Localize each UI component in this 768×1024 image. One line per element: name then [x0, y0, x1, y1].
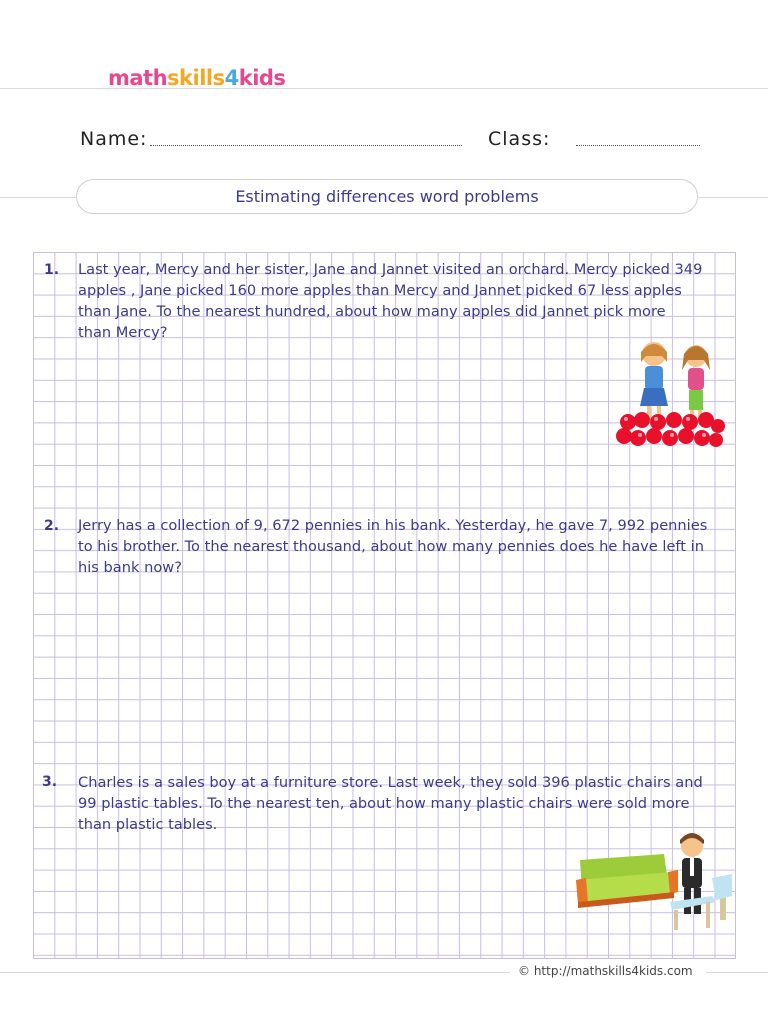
class-label: Class:	[488, 128, 551, 150]
brand-logo	[108, 68, 285, 89]
class-blank[interactable]	[576, 145, 700, 146]
question-1-line-2: apples , Jane picked 160 more apples than Mercy and Jannet picked 67 less apples	[78, 282, 682, 299]
bottom-rule	[0, 972, 510, 973]
question-3-line-3: than plastic tables.	[78, 816, 218, 833]
question-3-number: 3.	[42, 774, 58, 790]
question-1-line-3: than Jane. To the nearest hundred, about how many apples did Jannet pick more	[78, 303, 666, 320]
logo-part: math	[108, 66, 168, 90]
question-3-line-1: Charles is a sales boy at a furniture store. Last week, they sold 396 plastic chairs and	[78, 774, 703, 791]
logo-part: skills	[167, 66, 225, 90]
question-2-line-2: to his brother. To the nearest thousand, about how many pennies does he have left in	[78, 538, 704, 555]
name-blank[interactable]	[150, 145, 462, 146]
name-label: Name:	[80, 128, 148, 150]
logo-part: kids	[238, 66, 286, 90]
question-3-line-2: 99 plastic tables. To the nearest ten, about how many plastic chairs were sold more	[78, 795, 690, 812]
logo-part: 4	[224, 66, 239, 90]
worksheet-title	[76, 179, 698, 214]
girls-with-apples-illustration	[614, 336, 726, 456]
footer-copyright: © http://mathskills4kids.com	[518, 964, 693, 978]
title-rule-left	[0, 197, 76, 198]
question-2-number: 2.	[44, 518, 60, 534]
question-1-line-4: than Mercy?	[78, 324, 168, 341]
question-1-line-1: Last year, Mercy and her sister, Jane and Jannet visited an orchard. Mercy picked 349	[78, 261, 703, 278]
question-1-number: 1.	[44, 262, 60, 278]
question-2-line-1: Jerry has a collection of 9, 672 pennies in his bank. Yesterday, he gave 7, 992 pennies	[78, 517, 708, 534]
title-text: Estimating differences word problems	[235, 187, 539, 206]
question-2-line-3: his bank now?	[78, 559, 182, 576]
bottom-rule-right	[706, 972, 768, 973]
furniture-illustration	[572, 830, 744, 934]
title-rule-right	[698, 197, 768, 198]
